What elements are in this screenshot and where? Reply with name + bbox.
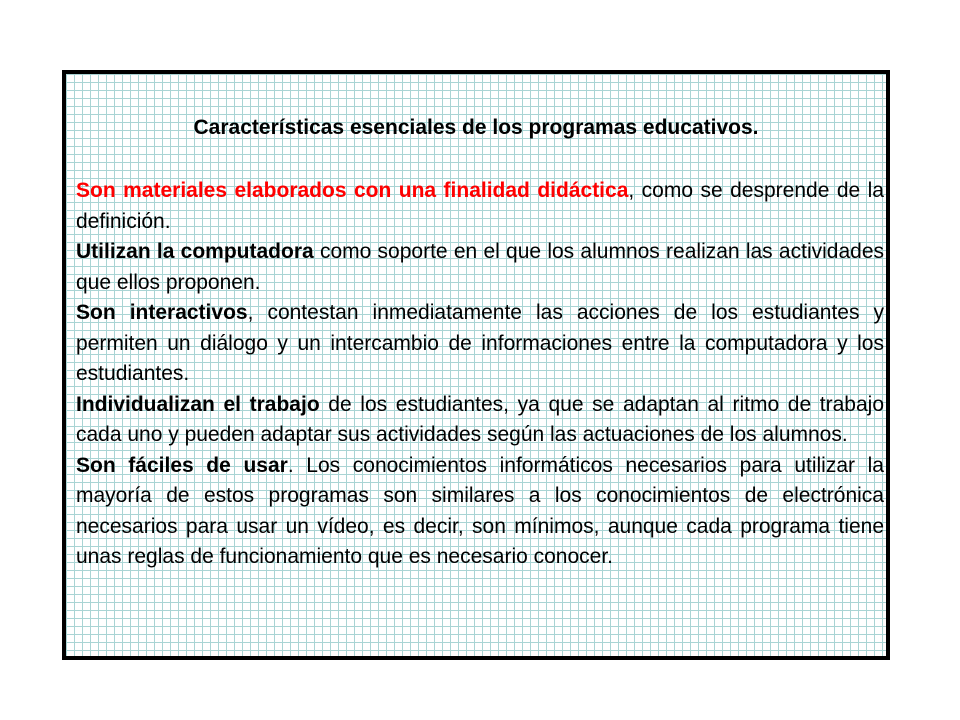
paragraph-computer-support [76, 237, 884, 298]
bold-phrase: Son materiales elaborados con una finalidad didáctica [76, 179, 629, 202]
paragraph-individualize [76, 390, 884, 451]
bold-phrase: Utilizan la computadora [76, 240, 314, 263]
paragraph-text: , como se desprende de la definición. [76, 179, 884, 233]
page-title: Características esenciales de los programas educativos. [193, 116, 759, 139]
bold-phrase: Individualizan el trabajo [76, 392, 320, 416]
paragraph-text: como soporte en el que los alumnos realizan las actividades que ellos proponen. [76, 240, 884, 294]
text-box [62, 70, 890, 660]
content-body [76, 176, 884, 573]
paragraph-easy-to-use [76, 451, 884, 573]
paragraph-text: , contestan inmediatamente las acciones de los estudiantes y permiten un diálogo y un intercambio de informaciones entre la computadora y los estudiantes. [76, 301, 884, 385]
paragraph-didactic-purpose [76, 176, 884, 237]
paragraph-text: de los estudiantes, ya que se adaptan al ritmo de trabajo cada uno y pueden adaptar sus actividades según las actuaciones de los alumnos. [76, 392, 884, 446]
paragraph-interactive [76, 298, 884, 390]
paragraph-text: . Los conocimientos informáticos necesarios para utilizar la mayoría de estos programas son similares a los conocimientos de electrónica necesarios para usar un vídeo, es decir, son mínimos, aunque cada programa tiene unas reglas de funcionamiento que es necesario conocer. [76, 453, 884, 568]
bold-phrase: Son fáciles de usar [76, 453, 288, 477]
bold-phrase: Son interactivos [76, 301, 248, 324]
